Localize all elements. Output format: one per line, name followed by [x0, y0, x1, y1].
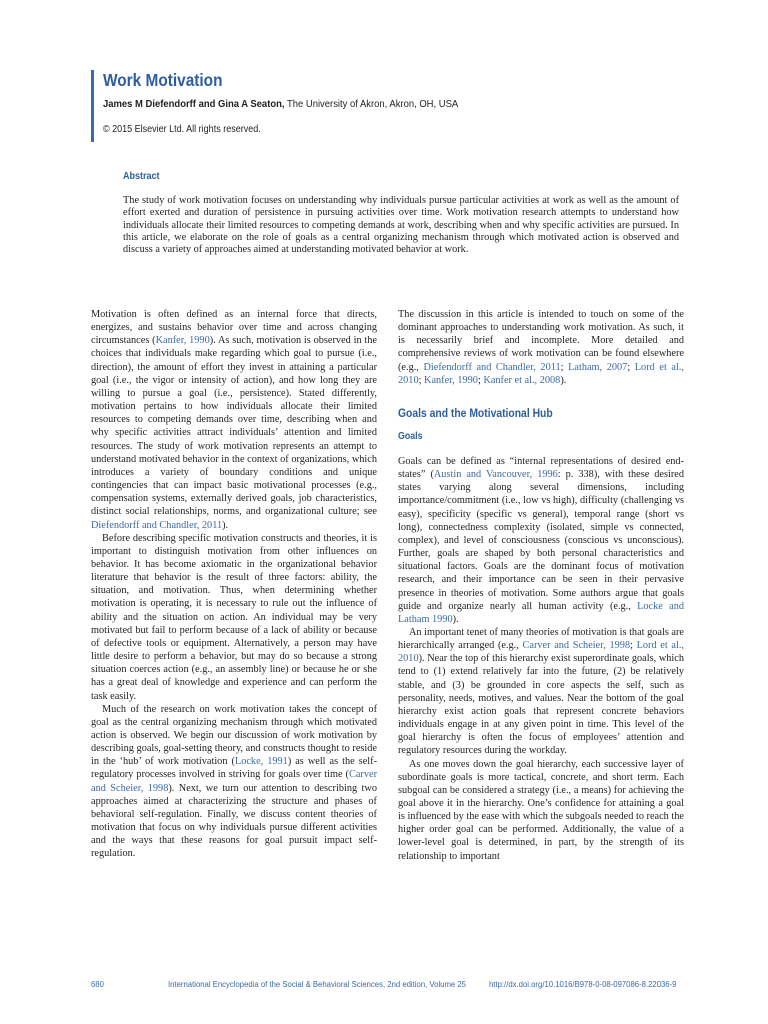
citation-link[interactable]: Lord et al., 2010 — [398, 361, 684, 386]
text-run: An important tenet of many theories of motivation is that goals are hierarchically arranged (e.g., — [398, 626, 684, 652]
left-column — [91, 308, 377, 861]
citation-link[interactable]: Latham, 2007 — [568, 361, 628, 373]
left-paragraph-1 — [91, 308, 377, 532]
citation-link[interactable]: Locke, 1991 — [234, 756, 288, 768]
right-paragraph-4: As one moves down the goal hierarchy, each successive layer of subordinate goals is more tactical, concrete, and short term. Each subgoal can be considered a strategy (i.e., a means) for achieving the goal above it in the hierarchy. One’s confidence for attaining a goal is influenced by the ease with which the subgoals needed to reach the higher order goal can be performed. Additionally, the value of a lower-level goal is determined, in part, by the strength of its relationship to important — [398, 758, 684, 862]
text-run: ; — [418, 374, 425, 386]
page-footer — [0, 979, 768, 993]
author-line — [103, 98, 632, 111]
text-run: ). As such, motivation is observed in the choices that individuals make regarding which goal to pursue (i.e., direction), the amount of effort they invest in attaining a particular goal (i.e., the vigor or intensity of action), and how long they are willing to pursue a goal (i.e., persistence). Stated differently, motivation pertains to how individuals allocate their limited resources to competing demands over time, describing when and why specific activities attract individuals’ attention and limited resources. The study of work motivation represents an attempt to understand motivated behavior in the context of organizations, which introduces a variety of boundary conditions and unique contingencies that can impact basic motivational processes (e.g., compensation systems, externally derived goals, job characteristics, distinct social relationships, norms, and organizational culture; see — [91, 335, 378, 518]
citation-link[interactable]: Carver and Scheier, 1998 — [522, 640, 631, 652]
doi-link[interactable]: http://dx.doi.org/10.1016/B978-0-08-097086-8.22036-9 — [489, 979, 677, 989]
citation-link[interactable]: Kanfer, 1990 — [424, 374, 478, 386]
right-column — [398, 308, 684, 863]
section-heading: Goals and the Motivational Hub — [398, 407, 553, 420]
citation-link[interactable]: Diefendorff and Chandler, 2011 — [91, 519, 223, 531]
text-run: ). — [452, 613, 459, 625]
article-title: Work Motivation — [103, 70, 223, 90]
text-run: : p. 338), with these desired states varying along several dimensions, including importance/commitment (i.e., low vs high), difficulty (challenging vs easy), specificity (specific vs general), temporal range (short vs long), connectedness complexity (isolated, simple vs connected, complex), and level of consciousness (conscious vs unconscious). Further, goals are shaped by both personal characteristics and situational factors. Goals are the dominant focus of motivation research, and their importance can be seen in their pervasive presence in theories of motivation. Some authors argue that goals guide and organize nearly all human activity (e.g., — [398, 469, 684, 612]
right-paragraph-1 — [398, 308, 684, 387]
author-affiliation: The University of Akron, Akron, OH, USA — [284, 98, 459, 110]
text-run: ). Next, we turn our attention to describing two approaches aimed at characterizing the structure and phases of behavioral self-regulation. Finally, we discuss content theories of motivation that focus on why individuals pursue different activities and the ways that these reasons for goal pursuit impact self-regulation. — [91, 782, 377, 860]
citation-link[interactable]: Lord et al., 2010 — [398, 640, 684, 665]
text-run: The discussion in this article is intended to touch on some of the dominant approaches to understanding work motivation. As such, it is necessarily brief and incomplete. More detailed and comprehensive reviews of work motivation can be found elsewhere (e.g., — [398, 309, 684, 373]
author-names: James M Diefendorff and Gina A Seaton, — [103, 98, 285, 110]
citation-link[interactable]: Diefendorff and Chandler, 2011 — [423, 361, 561, 373]
page-number: 680 — [91, 979, 104, 989]
article-header — [91, 70, 691, 142]
source-citation: International Encyclopedia of the Social & Behavioral Sciences, 2nd edition, Volume 25 — [168, 979, 466, 989]
text-run: ; — [477, 374, 484, 386]
citation-link[interactable]: Carver and Scheier, 1998 — [91, 769, 377, 794]
subsection-heading: Goals — [398, 430, 423, 442]
text-run: ; — [627, 361, 635, 373]
text-run: ). — [222, 519, 229, 531]
text-run: Goals can be defined as “internal representations of desired end-states” ( — [398, 455, 684, 481]
copyright-notice: © 2015 Elsevier Ltd. All rights reserved. — [103, 124, 261, 135]
citation-link[interactable]: Austin and Vancouver, 1996 — [433, 469, 558, 481]
citation-link[interactable]: Kanfer et al., 2008 — [483, 374, 561, 386]
citation-link[interactable]: Locke and Latham 1990 — [398, 600, 684, 625]
citation-link[interactable]: Kanfer, 1990 — [155, 335, 210, 347]
text-run: ; — [630, 640, 637, 652]
text-run: Much of the research on work motivation takes the concept of goal as the central organizing mechanism through which motivated action is observed. We begin our discussion of work motivation by describing goals, goal-setting theory, and constructs thought to reside in the ‘hub’ of work motivation ( — [91, 703, 377, 768]
right-paragraph-3 — [398, 626, 684, 758]
abstract-heading: Abstract — [123, 171, 160, 182]
text-run: Motivation is often defined as an internal force that directs, energizes, and sustains behavior over time and across changing circumstances ( — [91, 309, 377, 347]
text-run: ; — [560, 361, 569, 373]
left-paragraph-3 — [91, 703, 377, 861]
text-run: ) as well as the self-regulatory processes involved in striving for goals over time ( — [91, 756, 377, 781]
text-run: ). — [560, 374, 567, 386]
left-paragraph-2: Before describing specific motivation constructs and theories, it is important to distinguish motivation from other influences on behavior. It has become axiomatic in the organizational behavior literature that behavior is the result of three factors: ability, the situation, and motivation. Thus, when determining whether motivation is operating, it is necessary to rule out the influence of ability and the situation on action. An individual may be very motivated but fail to perform because of a lack of ability or because of defective tools or equipment. Alternatively, a person may have little desire to perform a behavior, but may do so because a strong situation coerces action (e.g., an assembly line) or because he or she has a great deal of knowledge and experience and can perform the task easily. — [91, 532, 377, 702]
right-paragraph-2 — [398, 455, 684, 626]
text-run: ). Near the top of this hierarchy exist superordinate goals, which tend to (1) extend relatively far into the future, (2) be relatively stable, and (3) be grounded in core aspects the self, such as personality, needs, motives, and values. Near the bottom of the goal hierarchy exist action goals that represent concrete behaviors individuals engage in at any given point in time. This level of the goal hierarchy is often the focus of employees’ attention and regulatory resources during the workday. — [398, 653, 684, 757]
abstract-text: The study of work motivation focuses on understanding why individuals pursue particular activities at work as well as the amount of effort exerted and duration of persistence in pursuing activities over time. Work motivation research attempts to understand how individuals allocate their limited resources to competing demands at work, describing when and why specific activities are pursued. In this article, we elaborate on the role of goals as a central organizing mechanism through which motivated action is observed and discuss a variety of approaches aimed at understanding motivated behavior at work. — [123, 195, 679, 256]
